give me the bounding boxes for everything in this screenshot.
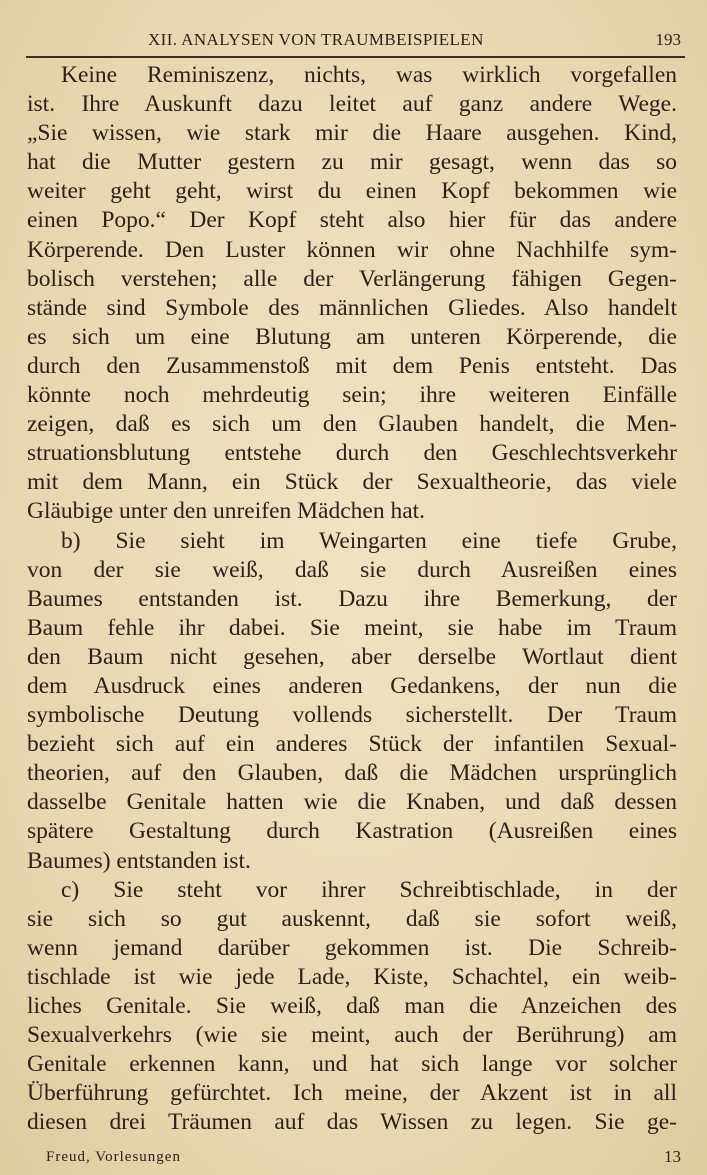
text-line: durch den Zusammenstoß mit dem Penis entsteht. Das xyxy=(27,352,677,379)
text-line: Baumes) entstanden ist. xyxy=(27,847,251,874)
text-line: mit dem Mann, ein Stück der Sexualtheorie, das viele xyxy=(27,469,677,496)
text-line: dem Ausdruck eines anderen Gedankens, der nun die xyxy=(27,672,677,699)
text-line: Sexualverkehrs (wie sie meint, auch der Berührung) am xyxy=(27,1022,677,1049)
text-line: könnte noch mehrdeutig sein; ihre weiteren Einfälle xyxy=(27,382,677,409)
text-line: diesen drei Träumen auf das Wissen zu legen. Sie ge- xyxy=(27,1109,677,1136)
text-line: symbolische Deutung vollends sicherstellt. Der Traum xyxy=(27,702,677,729)
text-line: sie sich so gut auskennt, daß sie sofort weiß, xyxy=(27,905,677,932)
text-line: Keine Reminiszenz, nichts, was wirklich vorgefallen xyxy=(61,62,677,88)
text-line: Gläubige unter den unreifen Mädchen hat. xyxy=(27,498,426,525)
text-line: hat die Mutter gestern zu mir gesagt, wenn das so xyxy=(27,149,677,176)
text-line: tischlade ist wie jede Lade, Kiste, Schachtel, ein weib- xyxy=(27,963,677,990)
text-line: den Baum nicht gesehen, aber derselbe Wortlaut dient xyxy=(27,643,677,670)
text-line: einen Popo.“ Der Kopf steht also hier für das andere xyxy=(27,207,677,234)
text-line: Körperende. Den Luster können wir ohne Nachhilfe sym- xyxy=(27,236,677,263)
body-text xyxy=(27,61,677,1137)
text-line: wenn jemand darüber gekommen ist. Die Schreib- xyxy=(27,934,677,961)
text-line: Überführung gefürchtet. Ich meine, der Akzent ist in all xyxy=(27,1080,677,1107)
text-line: struationsblutung entstehe durch den Geschlechtsverkehr xyxy=(27,440,677,467)
running-title: XII. ANALYSEN VON TRAUMBEISPIELEN xyxy=(148,30,484,49)
text-line: bezieht sich auf ein anderes Stück der infantilen Sexual- xyxy=(27,731,677,758)
text-line: bolisch verstehen; alle der Verlängerung fähigen Gegen- xyxy=(27,265,677,292)
text-line: Genitale erkennen kann, und hat sich lange vor solcher xyxy=(27,1051,677,1078)
text-line: Baumes entstanden ist. Dazu ihre Bemerkung, der xyxy=(27,585,677,612)
text-line: dasselbe Genitale hatten wie die Knaben, und daß dessen xyxy=(27,789,677,816)
text-line: Baum fehle ihr dabei. Sie meint, sie habe im Traum xyxy=(27,614,677,641)
text-line: von der sie weiß, daß sie durch Ausreißen eines xyxy=(27,556,677,583)
text-line: weiter geht geht, wirst du einen Kopf bekommen wie xyxy=(27,178,677,205)
text-line: c) Sie steht vor ihrer Schreibtischlade, in der xyxy=(61,876,677,903)
sheet-number: 13 xyxy=(664,1147,681,1166)
page-number: 193 xyxy=(655,30,681,49)
text-line: zeigen, daß es sich um den Glauben handelt, die Men- xyxy=(27,411,677,438)
page-header xyxy=(26,26,685,58)
text-line: liches Genitale. Sie weiß, daß man die Anzeichen des xyxy=(27,993,677,1019)
printer-signature: Freud, Vorlesungen xyxy=(46,1149,181,1165)
text-line: spätere Gestaltung durch Kastration (Ausreißen eines xyxy=(27,818,677,845)
text-line: b) Sie sieht im Weingarten eine tiefe Grube, xyxy=(61,527,677,554)
text-line: ist. Ihre Auskunft dazu leitet auf ganz andere Wege. xyxy=(27,91,677,118)
page-footer xyxy=(46,1149,681,1169)
text-line: es sich um eine Blutung am unteren Körperende, die xyxy=(27,323,677,350)
text-line: „Sie wissen, wie stark mir die Haare ausgehen. Kind, xyxy=(27,120,677,147)
text-line: theorien, auf den Glauben, daß die Mädchen ursprünglich xyxy=(27,760,677,787)
text-line: stände sind Symbole des männlichen Gliedes. Also handelt xyxy=(27,294,677,321)
